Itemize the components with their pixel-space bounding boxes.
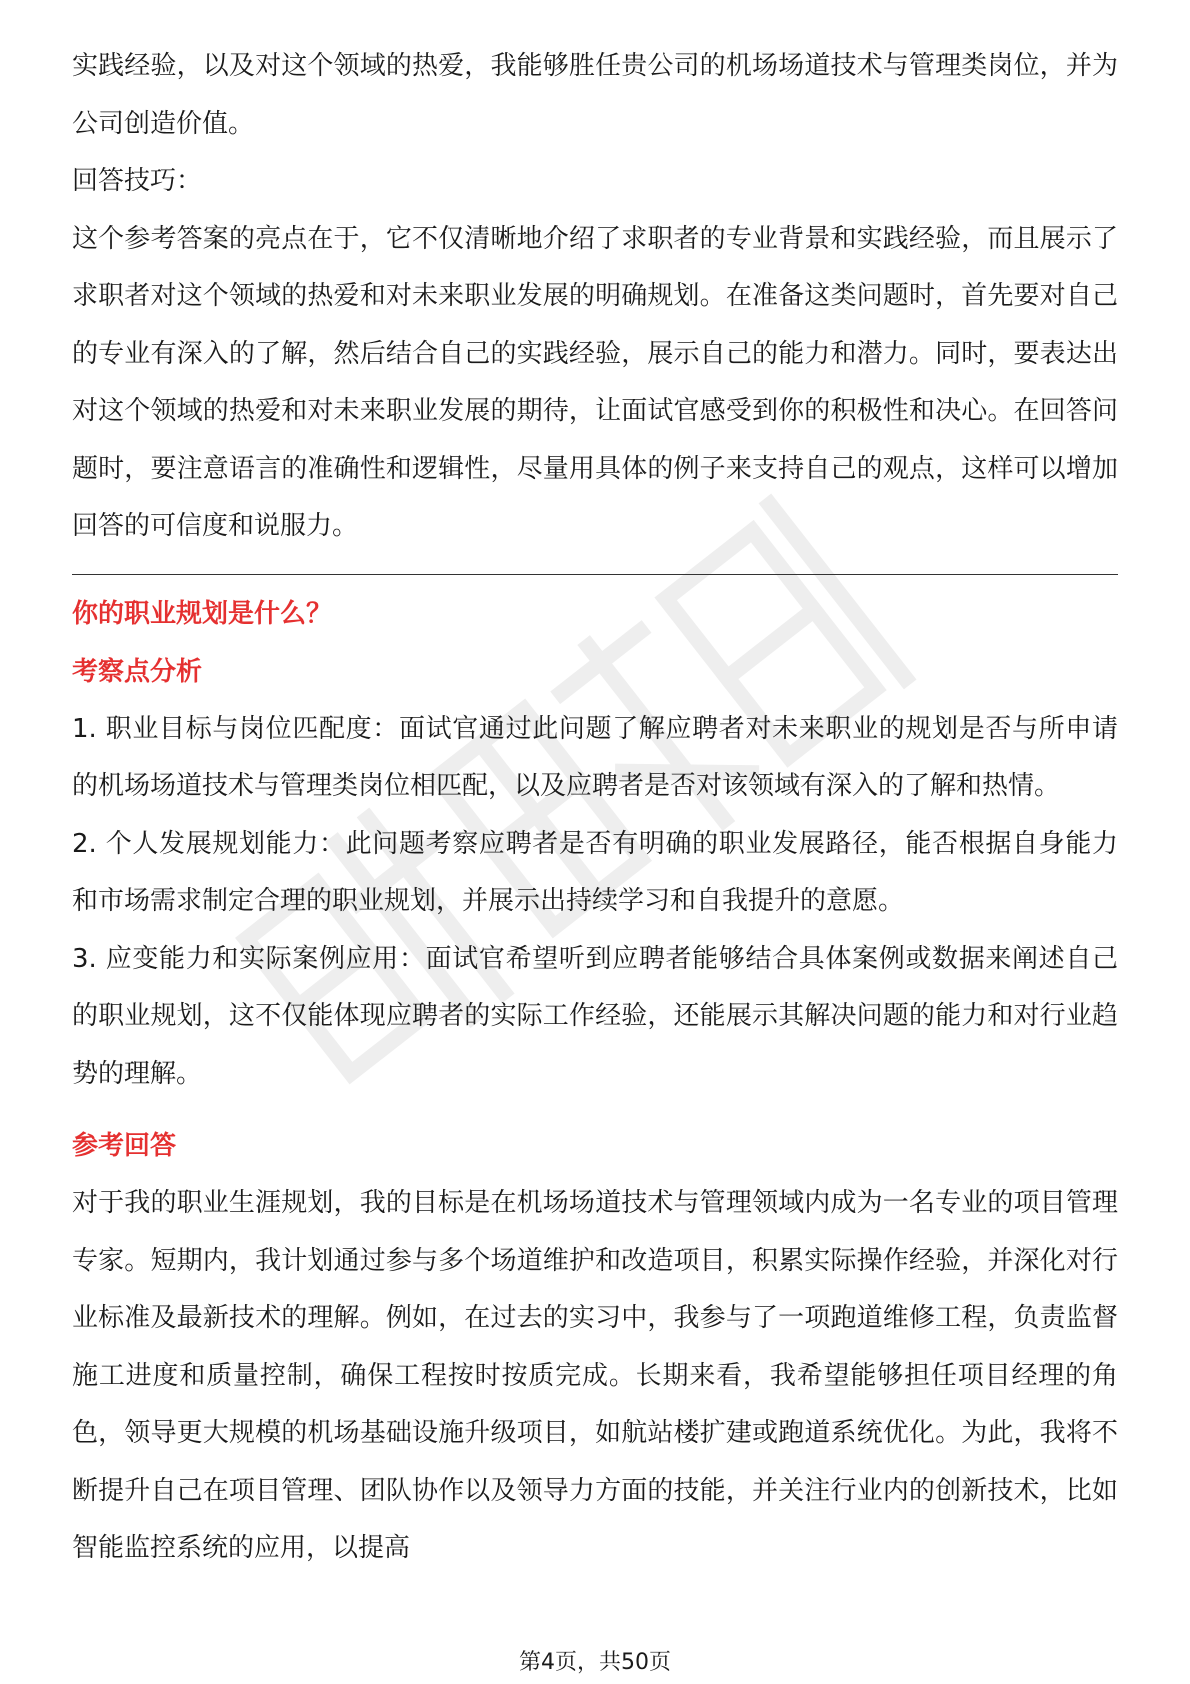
content-area (72, 38, 1118, 1578)
answer-heading: 参考回答 (72, 1131, 177, 1161)
tips-label: 回答技巧： (72, 166, 203, 196)
analysis-heading: 考察点分析 (72, 656, 203, 687)
question-title: 你的职业规划是什么？ (72, 598, 333, 629)
answer-paragraph: 对于我的职业生涯规划，我的目标是在机场场道技术与管理领域内成为一名专业的项目管理专家。短期内，我计划通过参与多个场道维护和改造项目，积累实际操作经验，并深化对行业标准及最新技术的理解。例如，在过去的实习中，我参与了一项跑道维修工程，负责监督施工进度和质量控制，确保工程按时按质完成。长期来看，我希望能够担任项目经理的角色，领导更大规模的机场基础设施升级项目，如航站楼扩建或跑道系统优化。为此，我将不断提升自己在项目管理、团队协作以及领导力方面的技能，并关注行业内的创新技术，比如智能监控系统的应用，以提高 (72, 1188, 1118, 1563)
analysis-point-3: 3. 应变能力和实际案例应用：面试官希望听到应聘者能够结合具体案例或数据来阐述自己的职业规划，这不仅能体现应聘者的实际工作经验，还能展示其解决问题的能力和对行业趋势的理解。 (72, 943, 1118, 1089)
page-indicator: 第4页，共50页 (519, 1650, 671, 1675)
analysis-point-2: 2. 个人发展规划能力：此问题考察应聘者是否有明确的职业发展路径，能否根据自身能力和市场需求制定合理的职业规划，并展示出持续学习和自我提升的意愿。 (72, 828, 1118, 916)
spacer (72, 1103, 1118, 1117)
tips-paragraph: 这个参考答案的亮点在于，它不仅清晰地介绍了求职者的专业背景和实践经验，而且展示了求职者对这个领域的热爱和对未来职业发展的明确规划。在准备这类问题时，首先要对自己的专业有深入的了解，然后结合自己的实践经验，展示自己的能力和潜力。同时，要表达出对这个领域的热爱和对未来职业发展的期待，让面试官感受到你的积极性和决心。在回答问题时，要注意语言的准确性和逻辑性，尽量用具体的例子来支持自己的观点，这样可以增加回答的可信度和说服力。 (72, 223, 1118, 541)
section-divider (72, 574, 1118, 575)
intro-paragraph: 实践经验，以及对这个领域的热爱，我能够胜任贵公司的机场场道技术与管理类岗位，并为公司创造价值。 (72, 51, 1118, 139)
analysis-point-1: 1. 职业目标与岗位匹配度：面试官通过此问题了解应聘者对未来职业的规划是否与所申请的机场场道技术与管理类岗位相匹配，以及应聘者是否对该领域有深入的了解和热情。 (72, 713, 1118, 801)
